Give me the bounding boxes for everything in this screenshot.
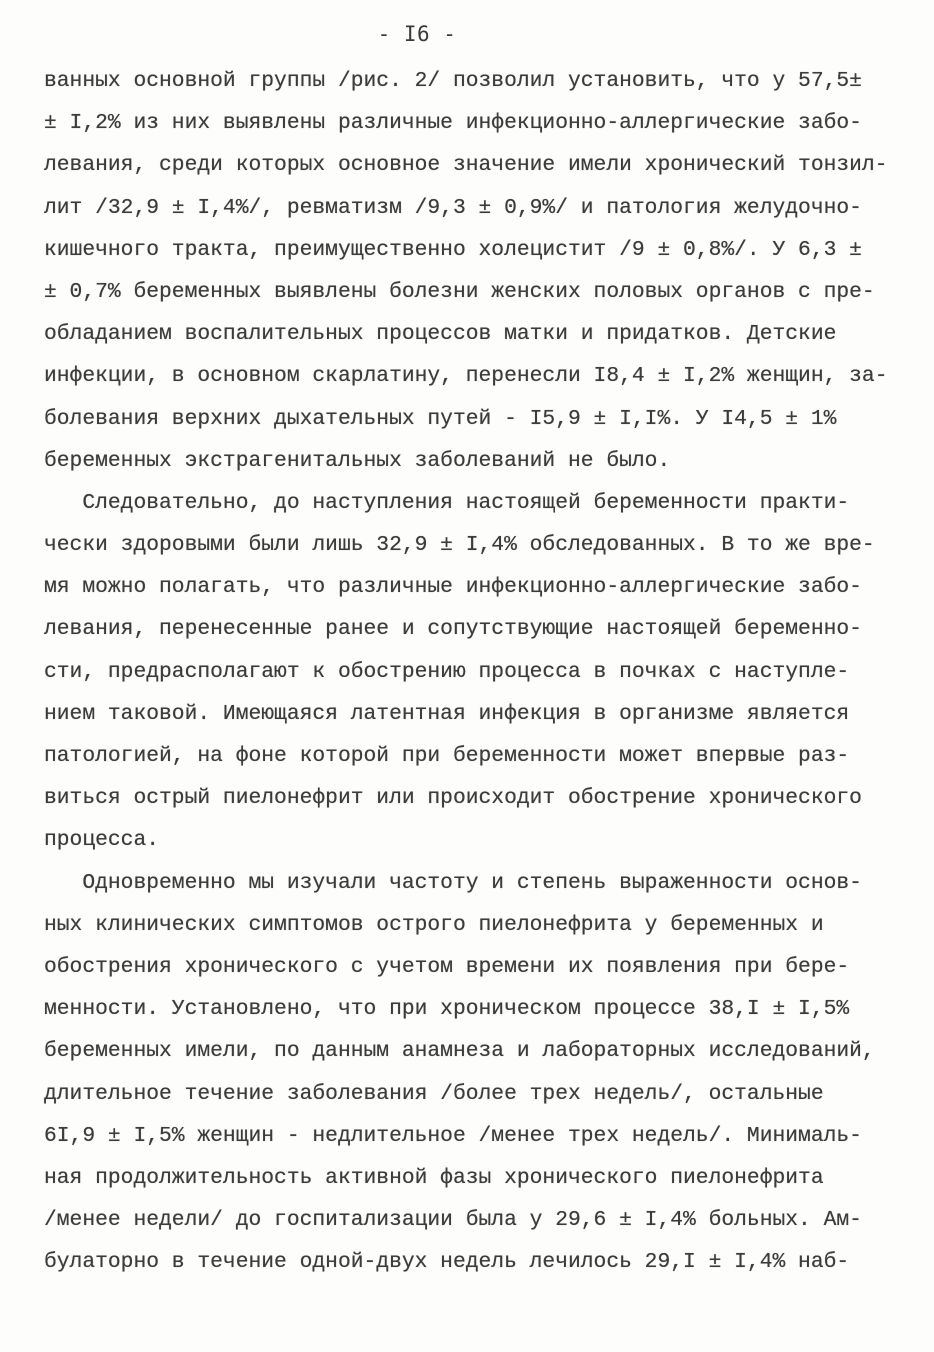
text-line: беременных имели, по данным анамнеза и лабораторных исследований, [44, 1039, 875, 1064]
text-line: кишечного тракта, преимущественно холецистит /9 ± 0,8%/. У 6,3 ± [44, 237, 862, 262]
text-line: ± 0,7% беременных выявлены болезни женских половых органов с пре- [44, 279, 875, 304]
text-line: нием таковой. Имеющаяся латентная инфекция в организме является [44, 701, 850, 726]
text-line: инфекции, в основном скарлатину, перенесли I8,4 ± I,2% женщин, за- [44, 364, 888, 389]
text-line: 6I,9 ± I,5% женщин - недлительное /менее трех недель/. Минималь- [44, 1123, 862, 1148]
text-line: левания, среди которых основное значение имели хронический тонзил- [44, 153, 888, 178]
text-line: /менее недели/ до госпитализации была у 29,6 ± I,4% больных. Ам- [44, 1208, 862, 1233]
text-line: мя можно полагать, что различные инфекционно-аллергические забо- [44, 575, 862, 600]
text-line: менности. Установлено, что при хроническом процессе 38,I ± I,5% [44, 997, 850, 1022]
text-line: обострения хронического с учетом времени их появления при бере- [44, 954, 850, 979]
text-line: ных клинических симптомов острого пиелонефрита у беременных и [44, 912, 824, 937]
text-line: болевания верхних дыхательных путей - I5,9 ± I,I%. У I4,5 ± 1% [44, 406, 837, 431]
text-line: левания, перенесенные ранее и сопутствующие настоящей беременно- [44, 617, 862, 642]
text-line: Одновременно мы изучали частоту и степень выраженности основ- [44, 870, 862, 895]
text-line: патологией, на фоне которой при беременности может впервые раз- [44, 744, 850, 768]
text-line: процесса. [44, 828, 160, 853]
text-line: чески здоровыми были лишь 32,9 ± I,4% обследованных. В то же вре- [44, 533, 875, 558]
text-line: ванных основной группы /рис. 2/ позволил установить, что у 57,5± [44, 69, 862, 93]
page-number: - I6 - [377, 22, 457, 46]
text-line: беременных экстрагенитальных заболеваний не было. [44, 448, 671, 473]
text-line: виться острый пиелонефрит или происходит обострение хронического [44, 786, 862, 811]
text-line: Следовательно, до наступления настоящей беременности практи- [44, 490, 850, 515]
text-line: сти, предрасполагают к обострению процесса в почках с наступле- [44, 659, 850, 684]
body-text [44, 60, 894, 1283]
text-line: длительное течение заболевания /более трех недель/, остальные [44, 1081, 824, 1106]
text-line: лит /32,9 ± I,4%/, ревматизм /9,3 ± 0,9%/ и патология желудочно- [44, 195, 862, 220]
text-line: ная продолжительность активной фазы хронического пиелонефрита [44, 1165, 824, 1190]
text-line: ± I,2% из них выявлены различные инфекционно-аллергические забо- [44, 111, 862, 136]
text-line: булаторно в течение одной-двух недель лечилось 29,I ± I,4% наб- [44, 1250, 850, 1275]
text-line: обладанием воспалительных процессов матки и придатков. Детские [44, 322, 837, 347]
